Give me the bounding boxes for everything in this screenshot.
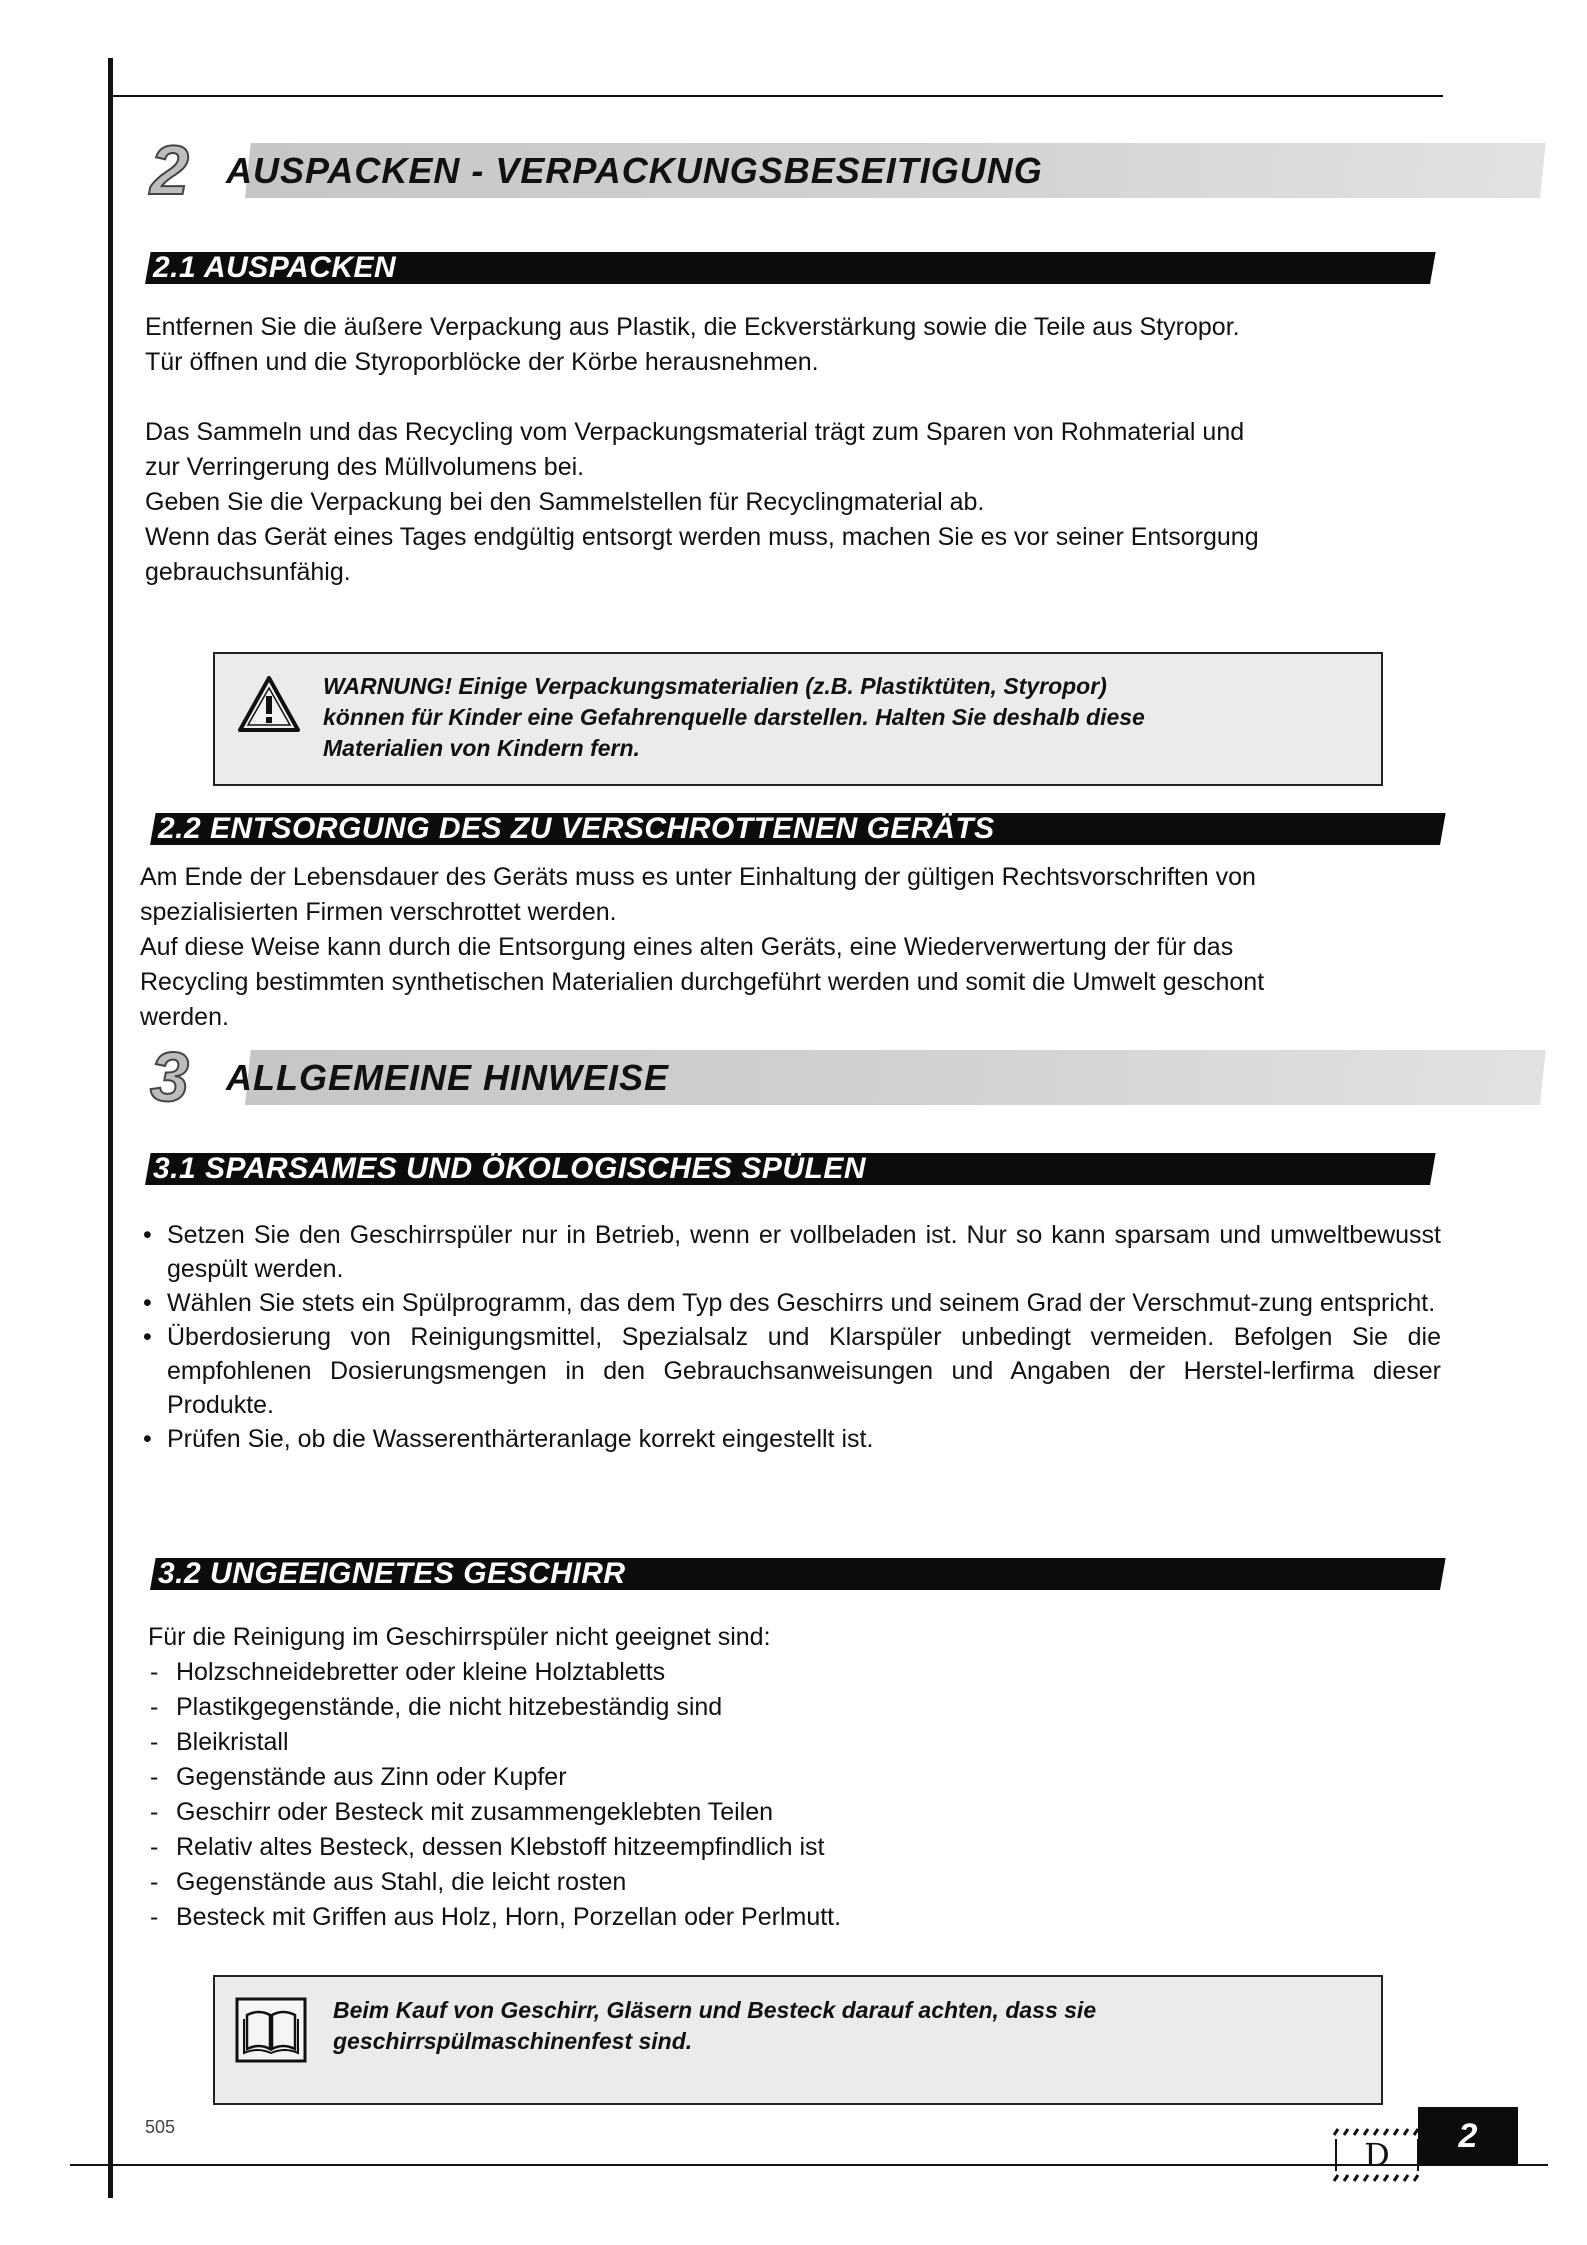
- note-text: Beim Kauf von Geschirr, Gläsern und Besteck darauf achten, dass sie geschirrspülmaschinenfest sind.: [333, 1997, 1097, 2054]
- chapter-title: AUSPACKEN - VERPACKUNGSBESEITIGUNG: [226, 150, 1043, 191]
- language-badge: [1332, 2125, 1422, 2185]
- unsuitable-intro: Für die Reinigung im Geschirrspüler nicht geeignet sind:: [148, 1623, 771, 1651]
- margin-rule-vertical: [108, 58, 113, 2198]
- list-item: • Prüfen Sie, ob die Wasserenthärteranlage korrekt eingestellt ist.: [141, 1422, 1441, 1456]
- chapter-2-heading: [150, 131, 1550, 209]
- chapter-number: 3: [150, 1038, 189, 1116]
- document-code: 505: [145, 2117, 176, 2137]
- header-rule: [113, 95, 1443, 97]
- text-line: Tür öffnen und die Styroporblöcke der Körbe herausnehmen.: [145, 348, 819, 376]
- chapter-number: 2: [150, 131, 189, 209]
- list-item: - Bleikristall: [148, 1725, 1448, 1760]
- list-item: - Gegenstände aus Stahl, die leicht rosten: [148, 1865, 1448, 1900]
- list-item: - Relativ altes Besteck, dessen Klebstoff hitzeempfindlich ist: [148, 1830, 1448, 1865]
- list-item: - Besteck mit Griffen aus Holz, Horn, Porzellan oder Perlmutt.: [148, 1900, 1448, 1935]
- text-line: Am Ende der Lebensdauer des Geräts muss es unter Einhaltung der gültigen Rechtsvorschriften von: [140, 863, 1256, 891]
- list-item: • Überdosierung von Reinigungsmittel, Spezialsalz und Klarspüler unbedingt vermeiden. Befolgen Sie die empfohlenen Dosierungsmengen in den Gebrauchsanweisungen und Angaben der Herstel-lerfirma dieser Produkte.: [141, 1320, 1441, 1422]
- text-line: gebrauchsunfähig.: [145, 558, 351, 586]
- list-item: - Holzschneidebretter oder kleine Holztabletts: [148, 1655, 1448, 1690]
- list-item: - Geschirr oder Besteck mit zusammengeklebten Teilen: [148, 1795, 1448, 1830]
- note-box: [213, 1975, 1383, 2105]
- section-title: 3.2 UNGEEIGNETES GESCHIRR: [158, 1557, 626, 1590]
- language-code: D: [1364, 2136, 1390, 2174]
- list-item: - Plastikgegenstände, die nicht hitzebeständig sind: [148, 1690, 1448, 1725]
- text-line: werden.: [140, 1003, 229, 1031]
- section-3-1-heading: [145, 1153, 1430, 1185]
- chapter-3-heading: [150, 1038, 1550, 1116]
- text-line: Wenn das Gerät eines Tages endgültig entsorgt werden muss, machen Sie es vor seiner Entsorgung: [145, 523, 1259, 551]
- section-2-1-heading: [145, 252, 1430, 284]
- section-3-2-heading: [150, 1558, 1440, 1590]
- eco-tips-list: [141, 1218, 1441, 1456]
- section-2-2-text: [140, 860, 1450, 1035]
- text-line: Auf diese Weise kann durch die Entsorgung eines alten Geräts, eine Wiederverwertung der für das: [140, 933, 1234, 961]
- text-line: zur Verringerung des Müllvolumens bei.: [145, 453, 585, 481]
- list-item: • Wählen Sie stets ein Spülprogramm, das dem Typ des Geschirrs und seinem Grad der Verschmut-zung entspricht.: [141, 1286, 1441, 1320]
- text-line: spezialisierten Firmen verschrottet werden.: [140, 898, 617, 926]
- section-title: 2.2 ENTSORGUNG DES ZU VERSCHROTTENEN GERÄTS: [158, 812, 995, 845]
- book-icon: [235, 1997, 307, 2063]
- list-item: - Gegenstände aus Zinn oder Kupfer: [148, 1760, 1448, 1795]
- section-2-2-heading: [150, 813, 1440, 845]
- section-title: 3.1 SPARSAMES UND ÖKOLOGISCHES SPÜLEN: [153, 1152, 867, 1185]
- footer-rule: [70, 2164, 1548, 2166]
- text-line: Entfernen Sie die äußere Verpackung aus Plastik, die Eckverstärkung sowie die Teile aus Styropor.: [145, 313, 1240, 341]
- warning-triangle-icon: [237, 674, 301, 734]
- section-2-1-text: [145, 310, 1445, 590]
- text-line: Das Sammeln und das Recycling vom Verpackungsmaterial trägt zum Sparen von Rohmaterial und: [145, 418, 1245, 446]
- unsuitable-items-list: [148, 1655, 1448, 1935]
- text-line: Recycling bestimmten synthetischen Materialien durchgeführt werden und somit die Umwelt geschont: [140, 968, 1265, 996]
- list-item: • Setzen Sie den Geschirrspüler nur in Betrieb, wenn er vollbeladen ist. Nur so kann sparsam und umweltbewusst gespült werden.: [141, 1218, 1441, 1286]
- chapter-title: ALLGEMEINE HINWEISE: [226, 1057, 670, 1098]
- warning-box: [213, 652, 1383, 786]
- section-title: 2.1 AUSPACKEN: [153, 251, 397, 284]
- warning-text: WARNUNG! Einige Verpackungsmaterialien (z.B. Plastiktüten, Styropor) können für Kinder eine Gefahrenquelle darstellen. Halten Sie deshalb diese Materialien von Kindern fern.: [323, 673, 1145, 761]
- page-number: 2: [1418, 2107, 1518, 2165]
- text-line: Geben Sie die Verpackung bei den Sammelstellen für Recyclingmaterial ab.: [145, 488, 985, 516]
